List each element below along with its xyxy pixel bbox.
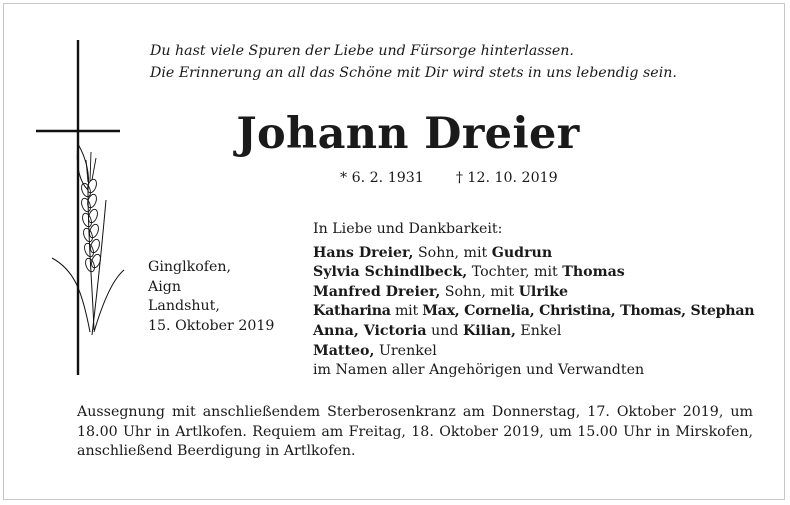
spouse-name: Gudrun [491, 244, 553, 261]
conjunction-text: und [426, 322, 463, 339]
spouse-name: Ulrike [518, 283, 569, 300]
mourner-name: Sylvia Schindlbeck, [313, 264, 468, 281]
place-line: Aign [148, 278, 182, 295]
funeral-details: Aussegnung mit anschließendem Sterberosenkranz am Donnerstag, 17. Oktober 2019, um 18.00 Uhr in Artlkofen. Requiem am Freitag, 18. Oktober 2019, um 15.00 Uhr in Mirskofen, anschließend Beerdigung in Artlkofen. [77, 404, 753, 460]
birth-date: * 6. 2. 1931 [340, 170, 424, 186]
children-names: Max, Cornelia, Christina, Thomas, Stephan [422, 303, 755, 320]
verse-line-1: Du hast viele Spuren der Liebe und Fürsorge hinterlassen. [150, 43, 574, 59]
relation-text: Sohn, mit [413, 244, 492, 261]
death-date: † 12. 10. 2019 [455, 170, 558, 186]
mourner-line [313, 302, 754, 322]
mourner-line [313, 263, 754, 283]
verse-line-2: Die Erinnerung an all das Schöne mit Dir wird stets in uns lebendig sein. [150, 65, 677, 81]
verse [150, 40, 677, 84]
grandchild-name: Kilian, [462, 322, 516, 339]
relation-text: mit [390, 303, 423, 320]
relation-text: Tochter, mit [467, 264, 563, 281]
mourner-line [313, 342, 754, 362]
mourner-name: Hans Dreier, [313, 244, 414, 261]
mourners-closing: im Namen aller Angehörigen und Verwandten [313, 362, 645, 379]
great-grandchild-name: Matteo, [313, 342, 375, 359]
grandchild-names: Anna, Victoria [313, 322, 427, 339]
life-dates [340, 168, 558, 188]
cross-with-wheat-icon [30, 40, 140, 380]
relation-text: Enkel [515, 322, 562, 339]
deceased-name: Johann Dreier [236, 109, 580, 159]
mourners-list [313, 220, 754, 381]
notice-date: 15. Oktober 2019 [148, 317, 275, 334]
place-line: Ginglkofen, [148, 259, 232, 275]
mourner-name: Katharina [313, 303, 391, 320]
mourner-line [313, 244, 754, 264]
place-line: Landshut, [148, 298, 220, 315]
place-and-date [148, 258, 274, 336]
relation-text: Urenkel [374, 342, 437, 359]
mourner-line [313, 322, 754, 342]
mourner-line [313, 283, 754, 303]
spouse-name: Thomas [562, 264, 625, 281]
relation-text: Sohn, mit [440, 283, 519, 300]
mourner-name: Manfred Dreier, [313, 283, 441, 300]
mourners-intro: In Liebe und Dankbarkeit: [313, 221, 503, 237]
